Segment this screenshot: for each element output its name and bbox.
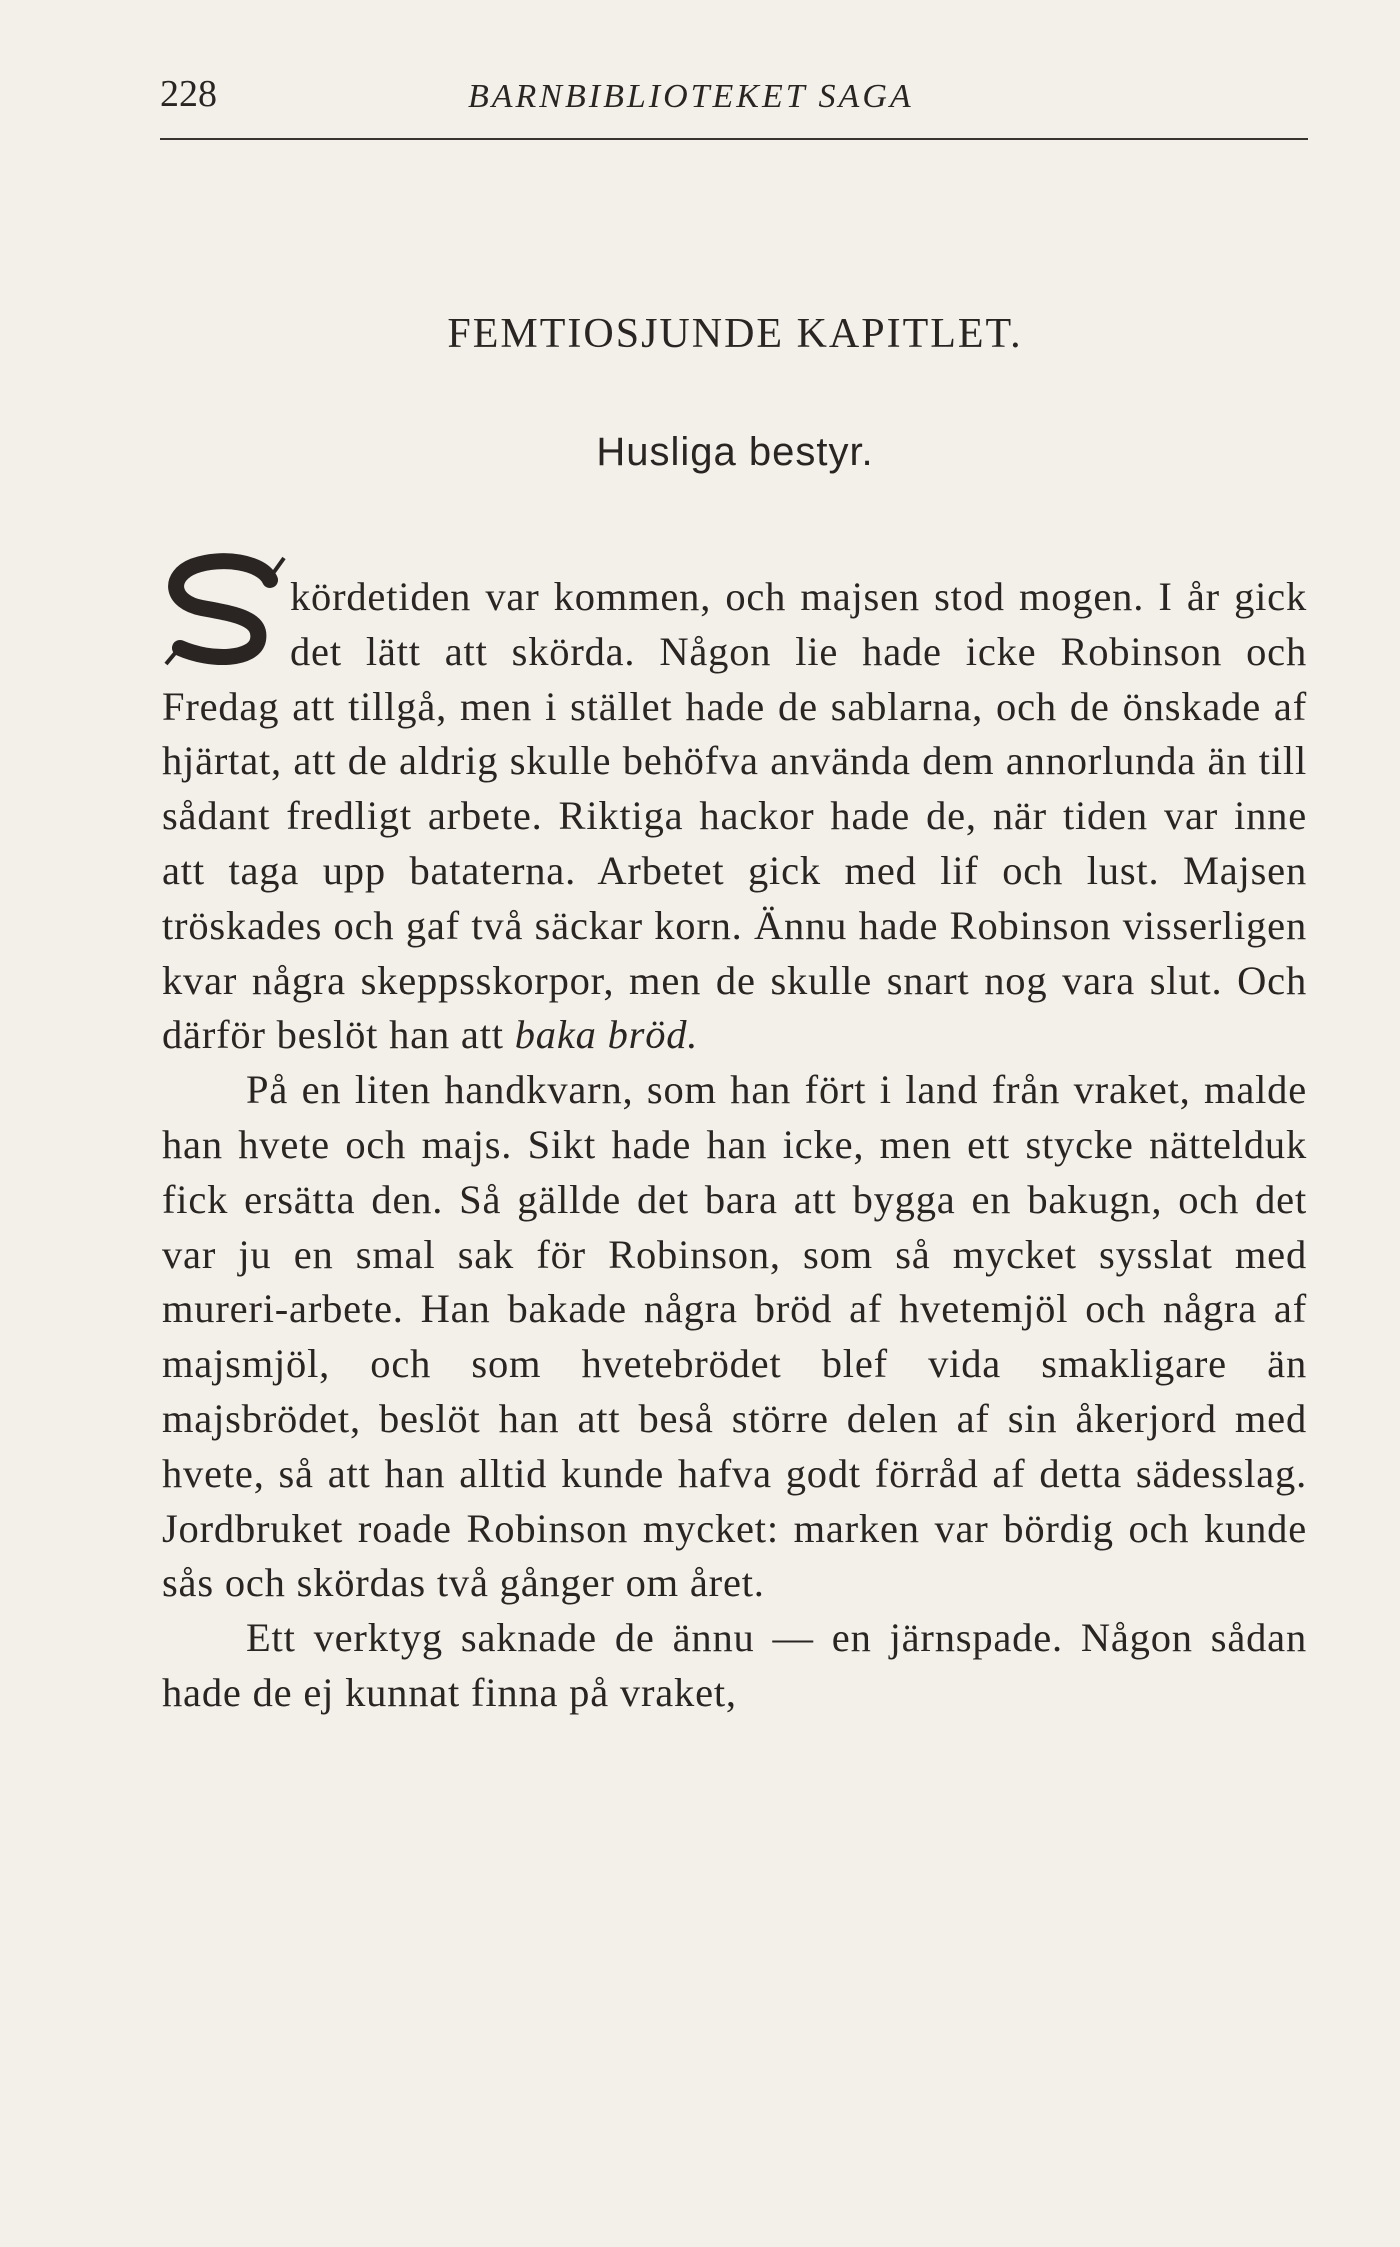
header-rule [160, 138, 1308, 140]
running-head: BARNBIBLIOTEKET SAGA [468, 78, 914, 115]
chapter-title: FEMTIOSJUNDE KAPITLET. [447, 311, 1023, 357]
paragraph-1 [162, 552, 1307, 1063]
paragraph-2: På en liten handkvarn, som han fört i land från vraket, malde han hvete och majs. Sikt hade han icke, men ett stycke nättelduk fick ersätta den. Så gällde det bara att bygga en bakugn, och det var ju en smal sak för Robinson, som så mycket sysslat med mureri-arbete. Han bakade några bröd af hvetemjöl och några af majsmjöl, och som hvetebrödet blef vida smakligare än majsbrödet, beslöt han att beså större delen af sin åkerjord med hvete, så att han alltid kunde hafva godt förråd af detta sädesslag. Jordbruket roade Robinson mycket: marken var bördig och kunde sås och skördas två gånger om året. [162, 1067, 1307, 1606]
paragraph-3: Ett verktyg saknade de ännu — en järnspade. Någon sådan hade de ej kunnat finna på vraket, [162, 1615, 1307, 1715]
page-number: 228 [160, 73, 217, 115]
drop-cap [162, 552, 286, 668]
paragraph-1-italic: baka bröd. [514, 1012, 699, 1058]
paragraph-1-text: kördetiden var kommen, och majsen stod mogen. I år gick det lätt att skörda. Någon lie hade icke Robinson och Fredag att tillgå, men i stället hade de sablarna, och de önskade af hjärtat, att de aldrig skulle behöfva använda dem annorlunda än till sådant fredligt arbete. Riktiga hackor hade de, när tiden var inne att taga upp bataterna. Arbetet gick med lif och lust. Majsen tröskades och gaf två säckar korn. Ännu hade Robinson visserligen kvar några skeppsskorpor, men de skulle snart nog vara slut. Och därför beslöt han att [162, 574, 1307, 1058]
chapter-subtitle: Husliga bestyr. [596, 430, 874, 474]
drop-cap-letter: S [162, 552, 164, 553]
body-text [162, 552, 1307, 1721]
